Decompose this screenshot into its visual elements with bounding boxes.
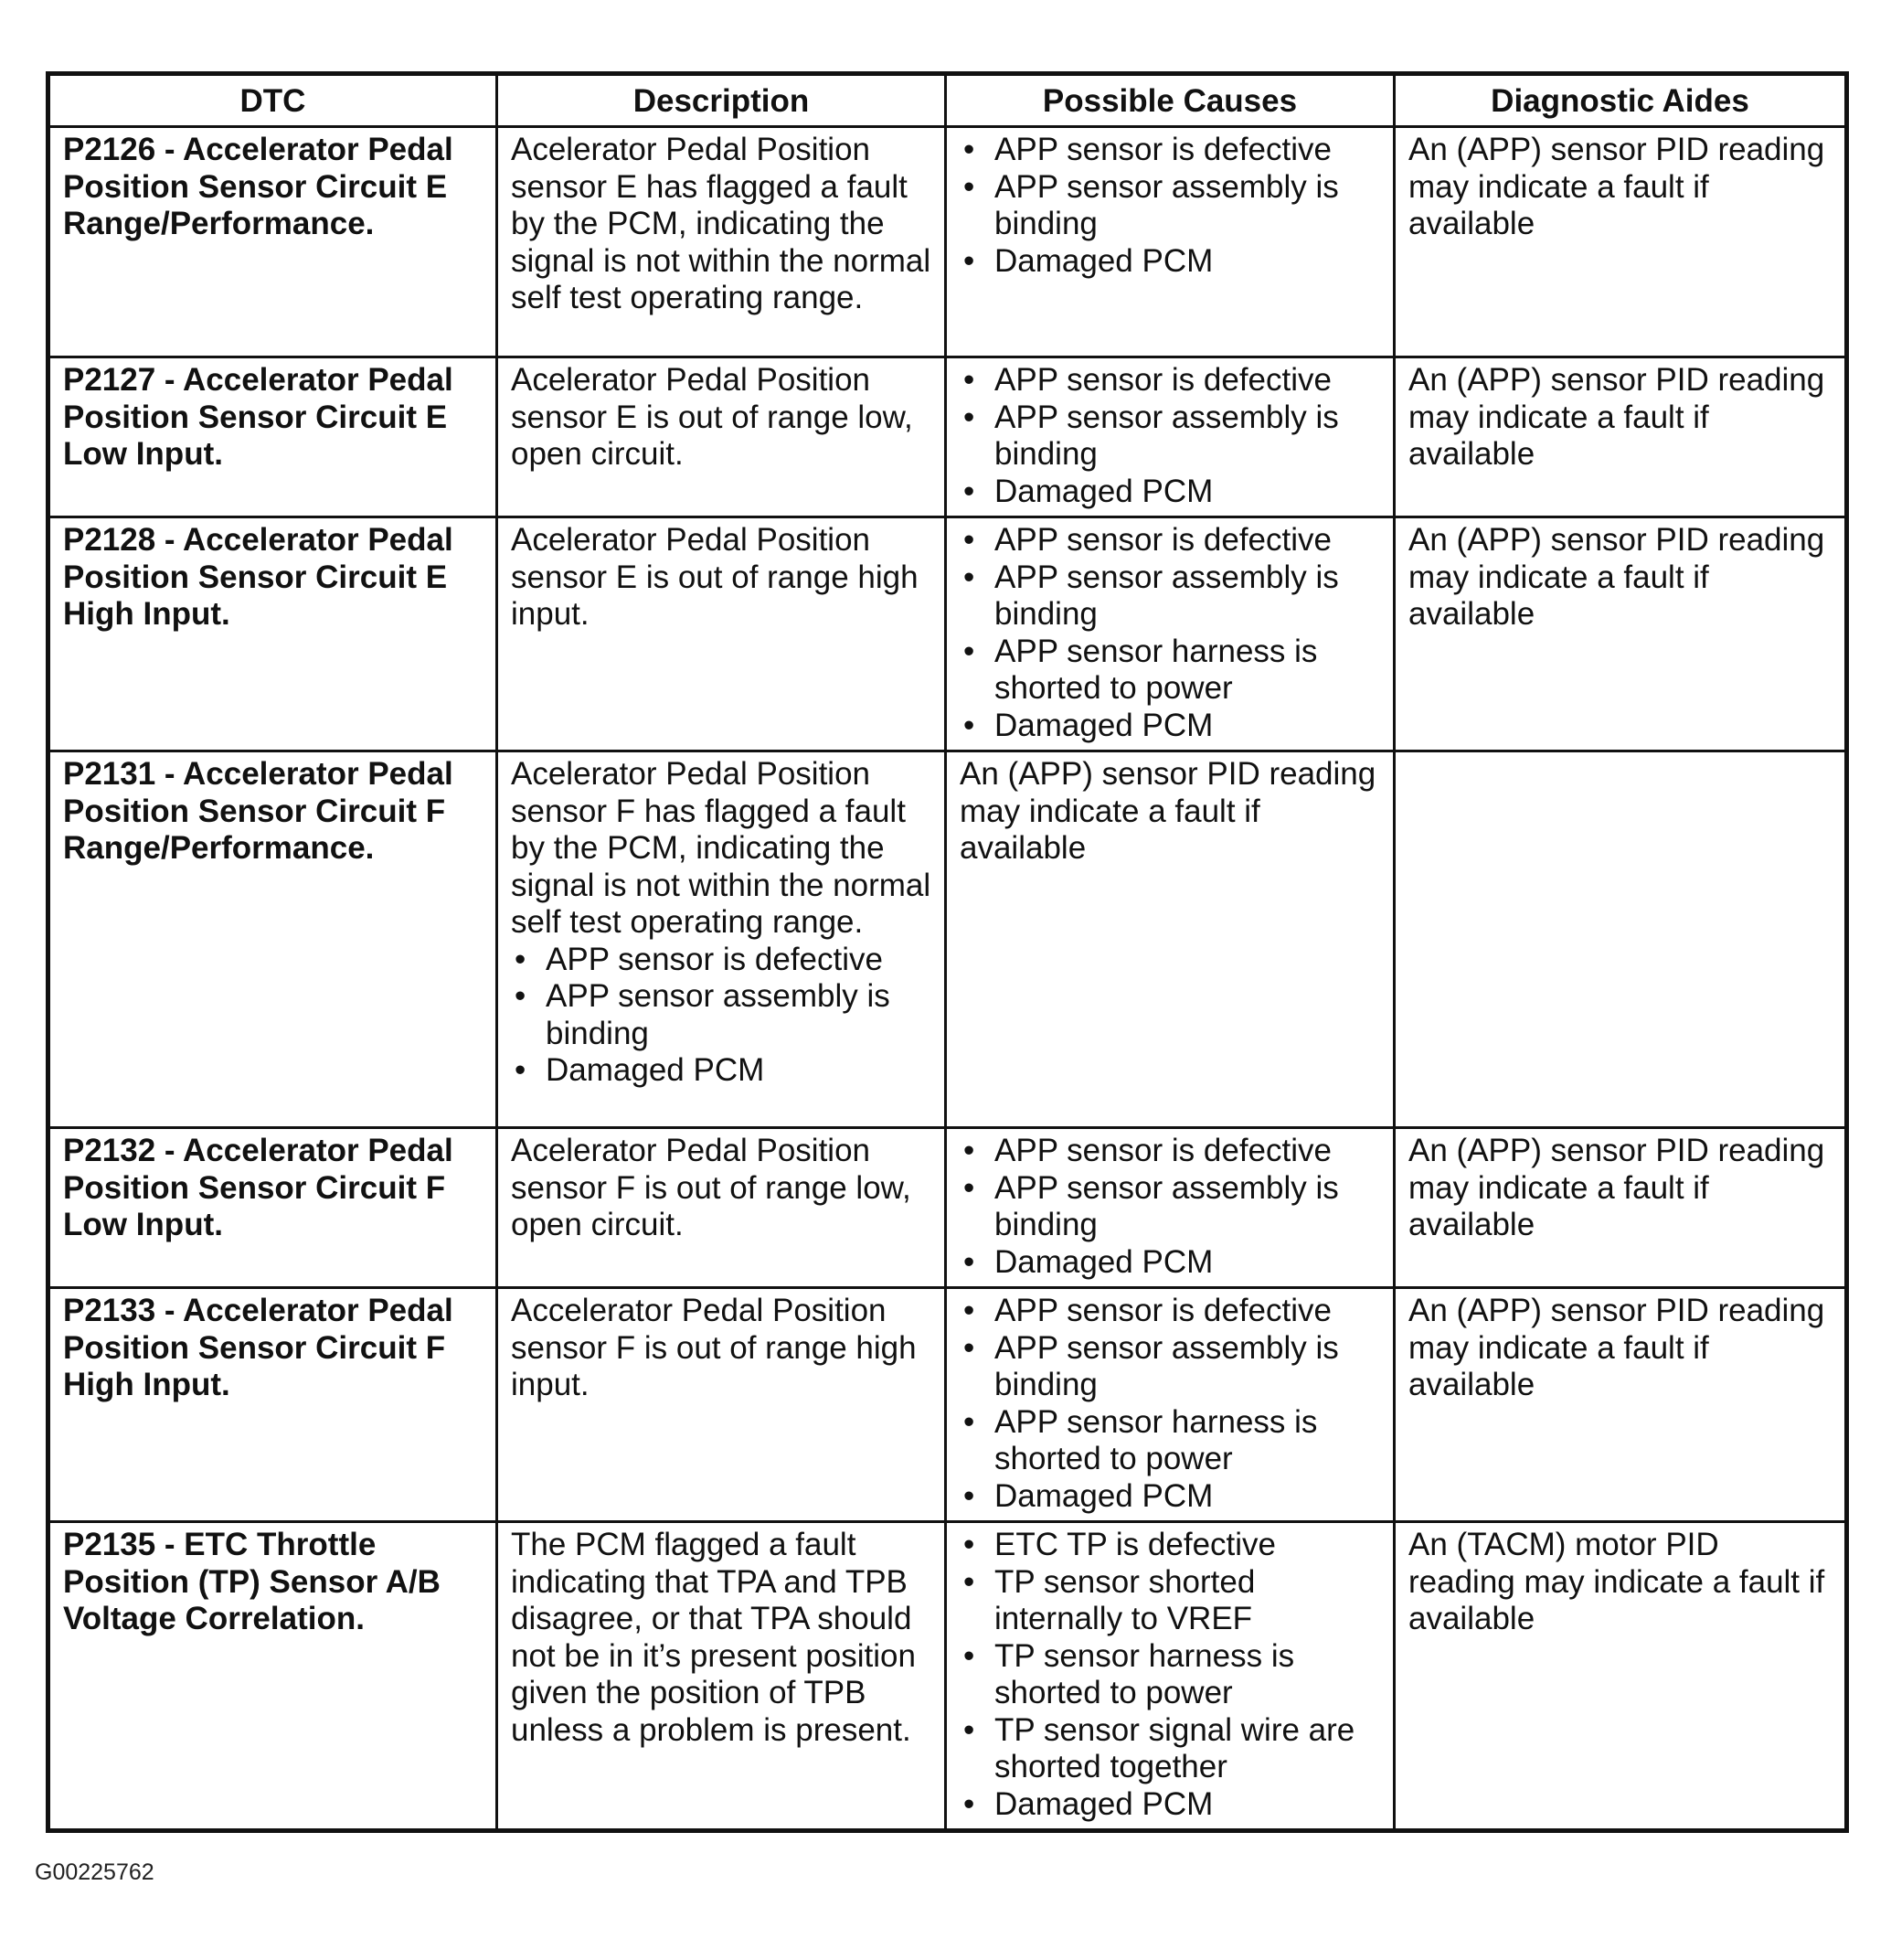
description-cell xyxy=(497,127,946,357)
description-text: Acelerator Pedal Position sensor F is out of range low, open circuit. xyxy=(511,1133,911,1242)
diagnostic-aides-cell: An (APP) sensor PID reading may indicate a fault if available xyxy=(1395,357,1847,517)
possible-cause-item: • APP sensor assembly is binding xyxy=(960,1330,1380,1404)
description-bullet-item: • Damaged PCM xyxy=(511,1052,931,1090)
description-bullet-item: • APP sensor assembly is binding xyxy=(511,978,931,1052)
description-cell xyxy=(497,751,946,1128)
possible-cause-item: • Damaged PCM xyxy=(960,1478,1380,1516)
possible-cause-item: • TP sensor signal wire are shorted together xyxy=(960,1712,1380,1786)
possible-cause-item: • APP sensor assembly is binding xyxy=(960,169,1380,243)
possible-cause-item: • TP sensor harness is shorted to power xyxy=(960,1638,1380,1712)
possible-cause-item: • Damaged PCM xyxy=(960,474,1380,511)
possible-cause-item: • APP sensor is defective xyxy=(960,522,1380,559)
possible-causes-cell xyxy=(946,1522,1395,1831)
description-text: Accelerator Pedal Position sensor F is out of range high input. xyxy=(511,1293,917,1402)
possible-cause-item: • APP sensor assembly is binding xyxy=(960,399,1380,474)
description-text: Acelerator Pedal Position sensor E is out of range low, open circuit. xyxy=(511,362,913,472)
description-text: Acelerator Pedal Position sensor E has flagged a fault by the PCM, indicating the signal is not within the normal self test operating range. xyxy=(511,132,931,315)
possible-causes-list xyxy=(960,1133,1380,1281)
description-text: Acelerator Pedal Position sensor E is out of range high input. xyxy=(511,522,919,632)
table-row xyxy=(48,127,1847,357)
possible-causes-cell xyxy=(946,357,1395,517)
possible-causes-list xyxy=(960,522,1380,744)
table-row xyxy=(48,517,1847,751)
possible-cause-item: • APP sensor is defective xyxy=(960,1133,1380,1170)
dtc-cell: P2127 - Accelerator Pedal Position Sensor Circuit E Low Input. xyxy=(48,357,497,517)
description-bullet-list xyxy=(511,942,931,1090)
possible-causes-cell xyxy=(946,127,1395,357)
possible-cause-item: • TP sensor shorted internally to VREF xyxy=(960,1564,1380,1638)
description-cell xyxy=(497,1128,946,1288)
dtc-cell: P2131 - Accelerator Pedal Position Sensor Circuit F Range/Performance. xyxy=(48,751,497,1128)
possible-causes-cell xyxy=(946,517,1395,751)
dtc-cell: P2126 - Accelerator Pedal Position Sensor Circuit E Range/Performance. xyxy=(48,127,497,357)
possible-cause-item: • APP sensor assembly is binding xyxy=(960,559,1380,634)
description-text: Acelerator Pedal Position sensor F has flagged a fault by the PCM, indicating the signal is not within the normal self test operating range. xyxy=(511,756,931,940)
possible-causes-list xyxy=(960,132,1380,280)
header-row xyxy=(48,74,1847,127)
possible-cause-item: • APP sensor harness is shorted to power xyxy=(960,634,1380,708)
diagnostic-aides-cell: An (APP) sensor PID reading may indicate a fault if available xyxy=(1395,1288,1847,1522)
possible-cause-item: • APP sensor is defective xyxy=(960,132,1380,169)
possible-causes-cell xyxy=(946,1128,1395,1288)
dtc-cell: P2132 - Accelerator Pedal Position Sensor Circuit F Low Input. xyxy=(48,1128,497,1288)
possible-cause-item: • ETC TP is defective xyxy=(960,1527,1380,1564)
description-text: The PCM flagged a fault indicating that TPA and TPB disagree, or that TPA should not be in it’s present position given the position of TPB unless a problem is present. xyxy=(511,1527,916,1748)
table-row xyxy=(48,751,1847,1128)
diagnostic-aides-cell: An (APP) sensor PID reading may indicate a fault if available xyxy=(1395,1128,1847,1288)
table-row xyxy=(48,1522,1847,1831)
dtc-cell: P2128 - Accelerator Pedal Position Sensor Circuit E High Input. xyxy=(48,517,497,751)
diagnostic-aides-cell: An (APP) sensor PID reading may indicate a fault if available xyxy=(1395,127,1847,357)
possible-cause-item: • APP sensor is defective xyxy=(960,1293,1380,1330)
header-possible-causes: Possible Causes xyxy=(946,74,1395,127)
diagnostic-aides-cell: An (TACM) motor PID reading may indicate a fault if available xyxy=(1395,1522,1847,1831)
possible-cause-item: • Damaged PCM xyxy=(960,243,1380,281)
possible-cause-item: • APP sensor assembly is binding xyxy=(960,1170,1380,1244)
header-dtc: DTC xyxy=(48,74,497,127)
table-row xyxy=(48,1288,1847,1522)
possible-cause-item: • APP sensor is defective xyxy=(960,362,1380,399)
possible-causes-cell xyxy=(946,1288,1395,1522)
possible-cause-item: • Damaged PCM xyxy=(960,1786,1380,1824)
header-description: Description xyxy=(497,74,946,127)
possible-causes-list xyxy=(960,362,1380,510)
header-diagnostic-aides: Diagnostic Aides xyxy=(1395,74,1847,127)
possible-causes-text: An (APP) sensor PID reading may indicate a fault if available xyxy=(960,756,1376,866)
table-row xyxy=(48,357,1847,517)
diagnostic-aides-cell: An (APP) sensor PID reading may indicate a fault if available xyxy=(1395,517,1847,751)
table-body xyxy=(48,127,1847,1831)
dtc-cell: P2133 - Accelerator Pedal Position Sensor Circuit F High Input. xyxy=(48,1288,497,1522)
description-bullet-item: • APP sensor is defective xyxy=(511,942,931,979)
possible-causes-list xyxy=(960,1527,1380,1823)
description-cell xyxy=(497,517,946,751)
description-cell xyxy=(497,357,946,517)
figure-id: G00225762 xyxy=(35,1859,154,1885)
description-cell xyxy=(497,1288,946,1522)
dtc-cell: P2135 - ETC Throttle Position (TP) Sensor A/B Voltage Correlation. xyxy=(48,1522,497,1831)
description-cell xyxy=(497,1522,946,1831)
possible-cause-item: • Damaged PCM xyxy=(960,1244,1380,1282)
table-row xyxy=(48,1128,1847,1288)
dtc-table xyxy=(46,71,1849,1833)
possible-causes-cell xyxy=(946,751,1395,1128)
possible-causes-list xyxy=(960,1293,1380,1515)
possible-cause-item: • Damaged PCM xyxy=(960,708,1380,745)
possible-cause-item: • APP sensor harness is shorted to power xyxy=(960,1404,1380,1478)
diagnostic-aides-cell xyxy=(1395,751,1847,1128)
